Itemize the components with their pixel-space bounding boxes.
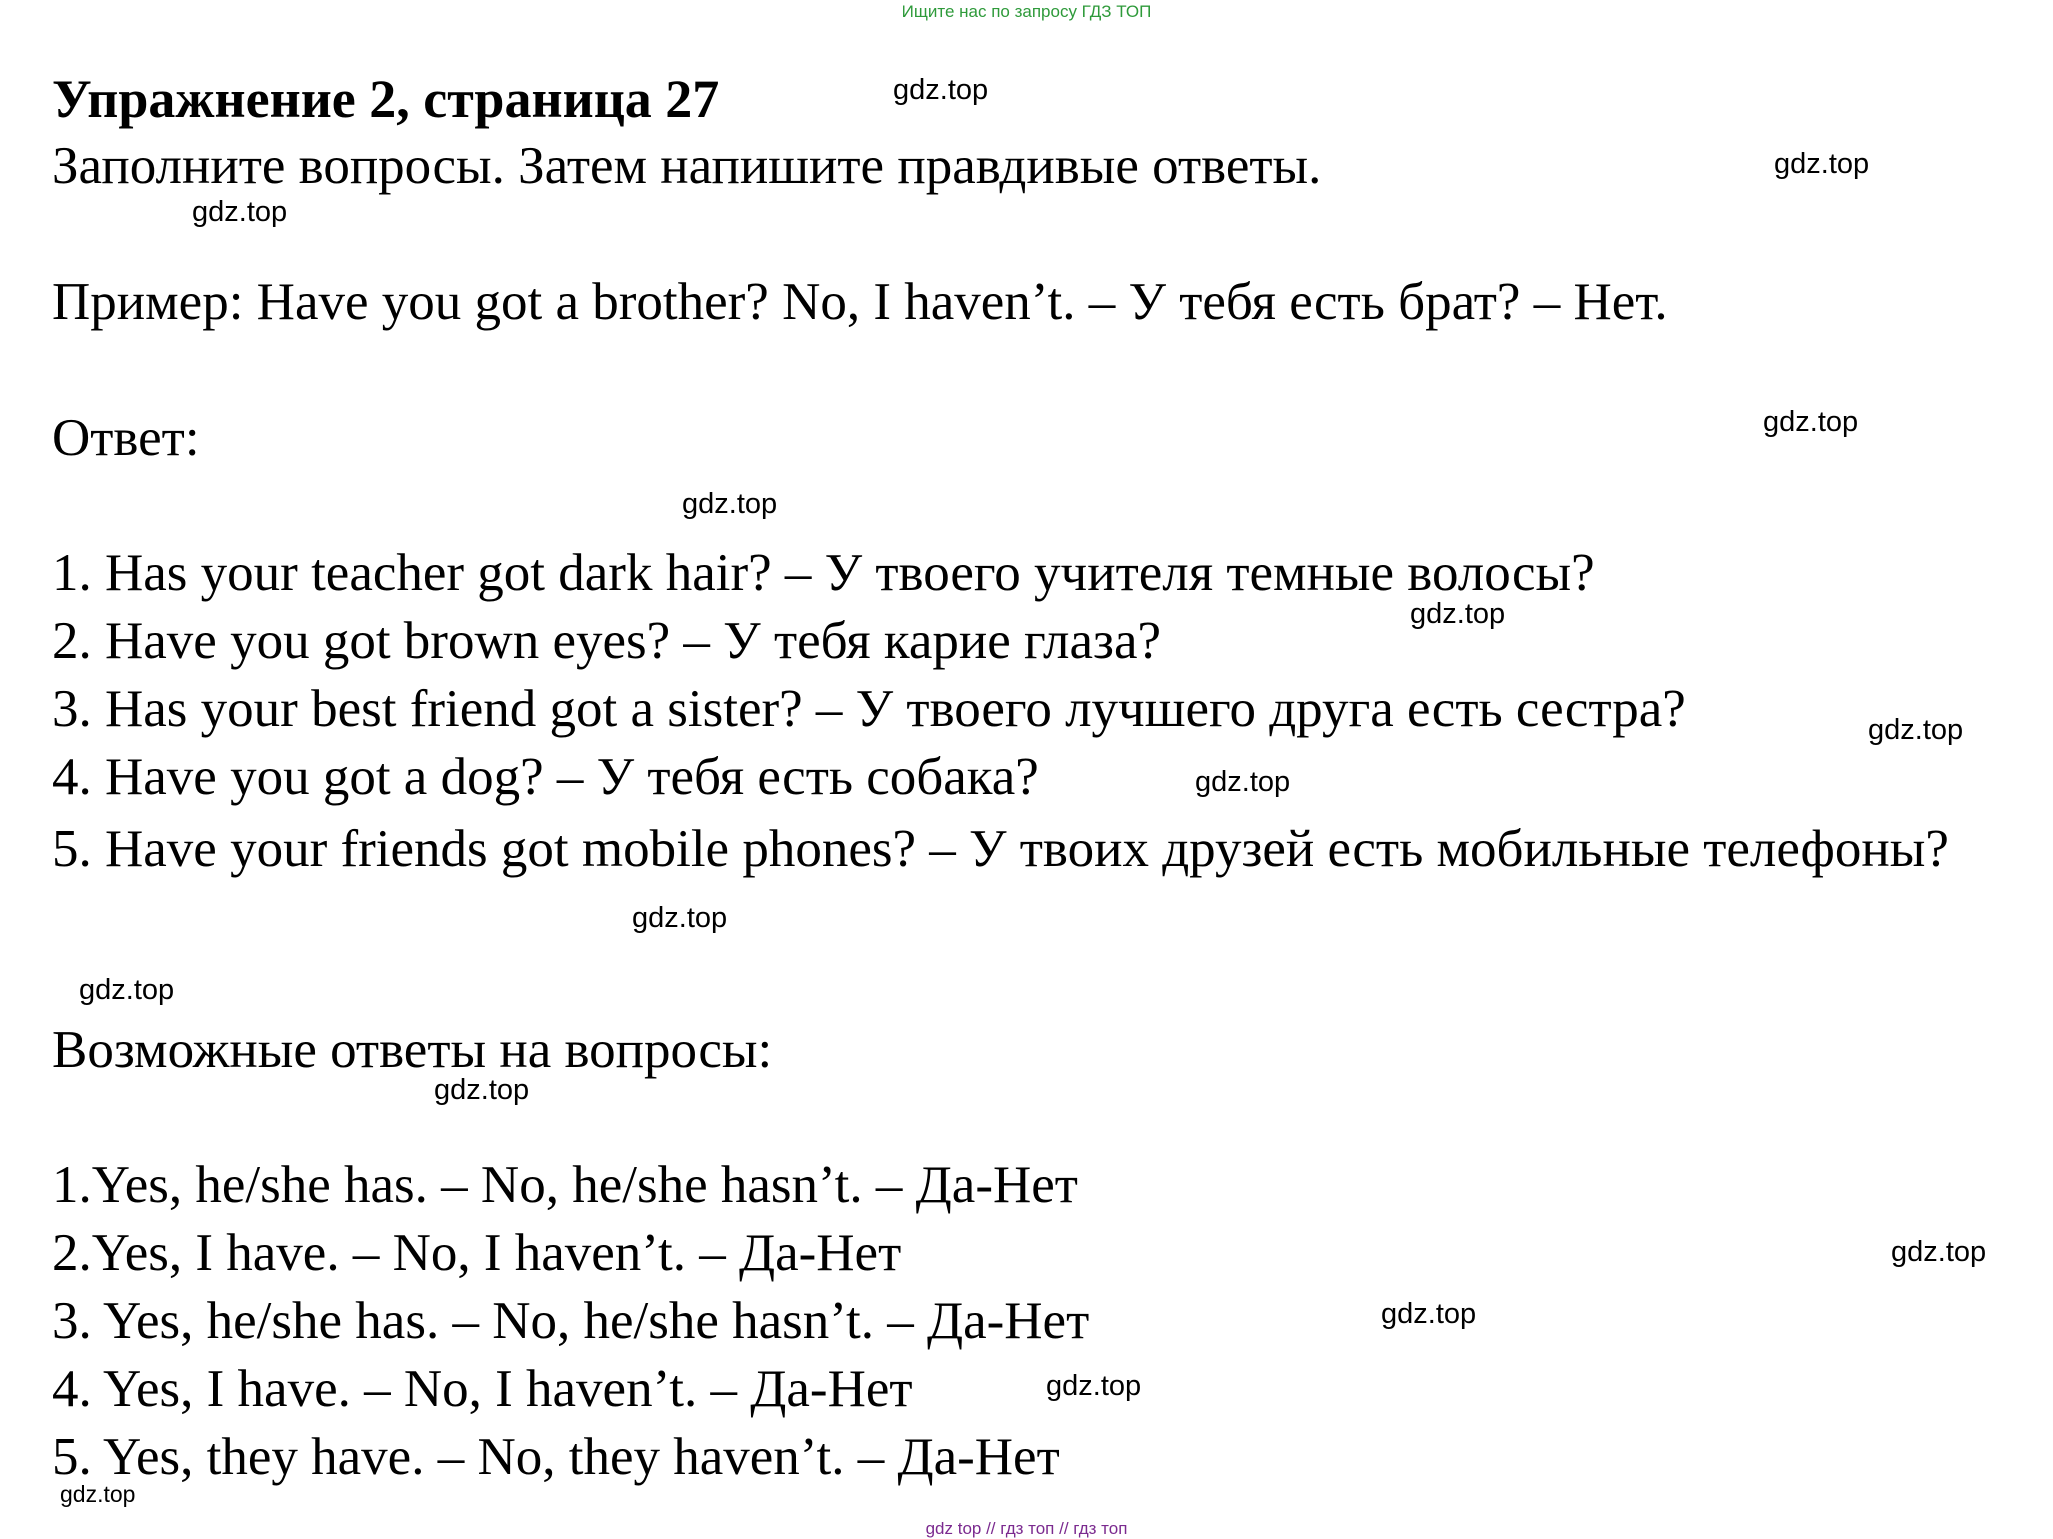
question-item: 2. Have you got brown eyes? – У тебя карие глаза? [52, 612, 1162, 670]
watermark: gdz.top [893, 74, 989, 106]
top-banner: Ищите нас по запросу ГДЗ ТОП [901, 2, 1152, 21]
footer-text: gdz top // гдз топ // гдз топ [925, 1519, 1128, 1538]
answer-label: Ответ: [52, 409, 200, 467]
answer-item: 5. Yes, they have. – No, they haven’t. – Да-Нет [52, 1428, 1060, 1486]
question-item: 3. Has your best friend got a sister? – У твоего лучшего друга есть сестра? [52, 680, 1686, 738]
watermark: gdz.top [1763, 406, 1859, 438]
watermark: gdz.top [192, 196, 288, 228]
watermark: gdz.top [682, 488, 778, 520]
watermark: gdz.top [632, 902, 728, 934]
watermark: gdz.top [1774, 148, 1870, 180]
answer-item: 4. Yes, I have. – No, I haven’t. – Да-Нет [52, 1360, 913, 1418]
question-item: 1. Has your teacher got dark hair? – У твоего учителя темные волосы? [52, 544, 1595, 602]
answer-item: 1.Yes, he/she has. – No, he/she hasn’t. – Да-Нет [52, 1156, 1078, 1214]
watermark: gdz.top [434, 1074, 530, 1106]
watermark: gdz.top [1046, 1370, 1142, 1402]
watermark: gdz.top [1195, 766, 1291, 798]
question-item: 5. Have your friends got mobile phones? – У твоих друзей есть мобильные телефоны? [52, 820, 1949, 878]
watermark: gdz.top [1891, 1236, 1987, 1268]
example-text: Пример: Have you got a brother? No, I haven’t. – У тебя есть брат? – Нет. [52, 273, 1668, 331]
watermark: gdz.top [1410, 598, 1506, 630]
instruction-text: Заполните вопросы. Затем напишите правдивые ответы. [52, 137, 1322, 195]
answer-item: 3. Yes, he/she has. – No, he/she hasn’t. – Да-Нет [52, 1292, 1090, 1350]
watermark: gdz.top [1868, 714, 1964, 746]
watermark: gdz.top [1381, 1298, 1477, 1330]
watermark: gdz.top [60, 1481, 136, 1507]
possible-answers-label: Возможные ответы на вопросы: [52, 1021, 773, 1079]
answer-item: 2.Yes, I have. – No, I haven’t. – Да-Нет [52, 1224, 902, 1282]
watermark: gdz.top [79, 974, 175, 1006]
question-item: 4. Have you got a dog? – У тебя есть собака? [52, 748, 1039, 806]
page-title: Упражнение 2, страница 27 [52, 69, 720, 129]
